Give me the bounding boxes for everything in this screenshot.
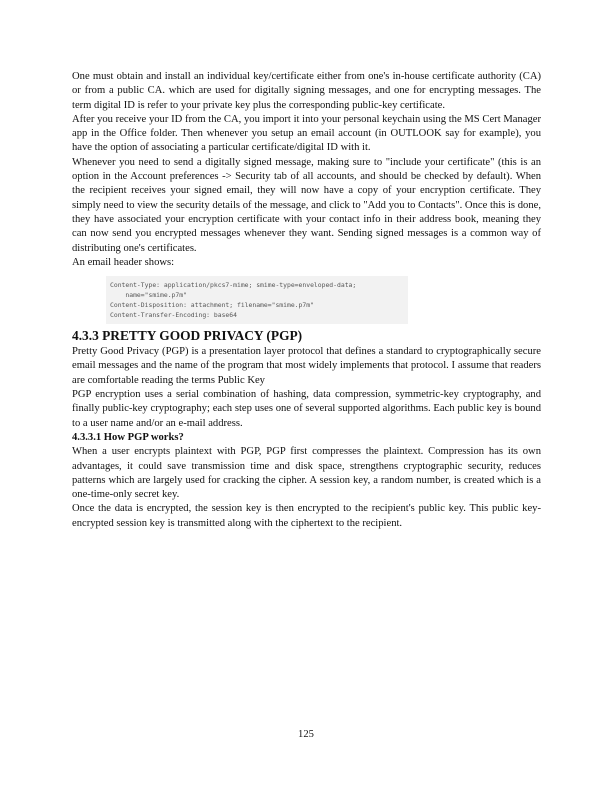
email-header-code-block	[106, 276, 408, 324]
section-heading-pgp: 4.3.3 PRETTY GOOD PRIVACY (PGP)	[72, 328, 303, 344]
paragraph-pgp-compression: When a user encrypts plaintext with PGP, PGP first compresses the plaintext. Compression has its own advantages, it could save transmission time and disk space, strengthens cryptographic security, reduces patterns which are largely used for cracking the cipher. A session key, a random number, is created which is a one-time-only secret key.	[72, 446, 541, 501]
paragraph-email-header-intro: An email header shows:	[72, 256, 175, 268]
code-line: name="smime.p7m"	[110, 291, 187, 300]
code-line: Content-Type: application/pkcs7-mime; smime-type=enveloped-data;	[110, 281, 357, 290]
code-line: Content-Disposition: attachment; filename="smime.p7m"	[110, 301, 314, 310]
paragraph-pgp-definition: Pretty Good Privacy (PGP) is a presentation layer protocol that defines a standard to cryptographically secure email messages and the name of the program that most widely implements that protocol. I assume that readers are comfortable reading the terms Public Key	[72, 346, 541, 386]
code-line: Content-Transfer-Encoding: base64	[110, 311, 237, 320]
paragraph-signed-message: Whenever you need to send a digitally signed message, making sure to "include your certificate" (this is an option in the Account preferences -> Security tab of all accounts, and should be checked by default). When the recipient receives your signed email, they will now have a copy of your encryption certificate. They simply need to view the security details of the message, and click to "Add you to Contacts". Once this is done, they have associated your encryption certificate with your contact info in their address book, meaning they can now send you encrypted messages whenever they want. Sending signed messages is a common way of distributing one's certificates.	[72, 156, 541, 254]
paragraph-session-key: Once the data is encrypted, the session key is then encrypted to the recipient's public key. This public key-encrypted session key is transmitted along with the ciphertext to the recipient.	[72, 503, 541, 529]
subsection-heading-how-pgp-works: 4.3.3.1 How PGP works?	[72, 431, 184, 443]
paragraph-import-id: After you receive your ID from the CA, you import it into your personal keychain using the MS Cert Manager app in the Office folder. Then whenever you setup an email account (in OUTLOOK say for example), you have the option of associating a particular certificate/digital ID with it.	[72, 113, 541, 154]
document-page	[72, 70, 541, 531]
page-number: 125	[298, 729, 314, 740]
paragraph-pgp-encryption: PGP encryption uses a serial combination of hashing, data compression, symmetric-key cryptography, and finally public-key cryptography; each step uses one of several supported algorithms. Each public key is bound to a user name and/or an e-mail address.	[72, 389, 541, 429]
paragraph-certificate-intro: One must obtain and install an individual key/certificate either from one's in-house certificate authority (CA) or from a public CA. which are used for digitally signing messages, and one for encrypting messages. The term digital ID is refer to your private key plus the corresponding public-key certificate.	[72, 71, 541, 111]
